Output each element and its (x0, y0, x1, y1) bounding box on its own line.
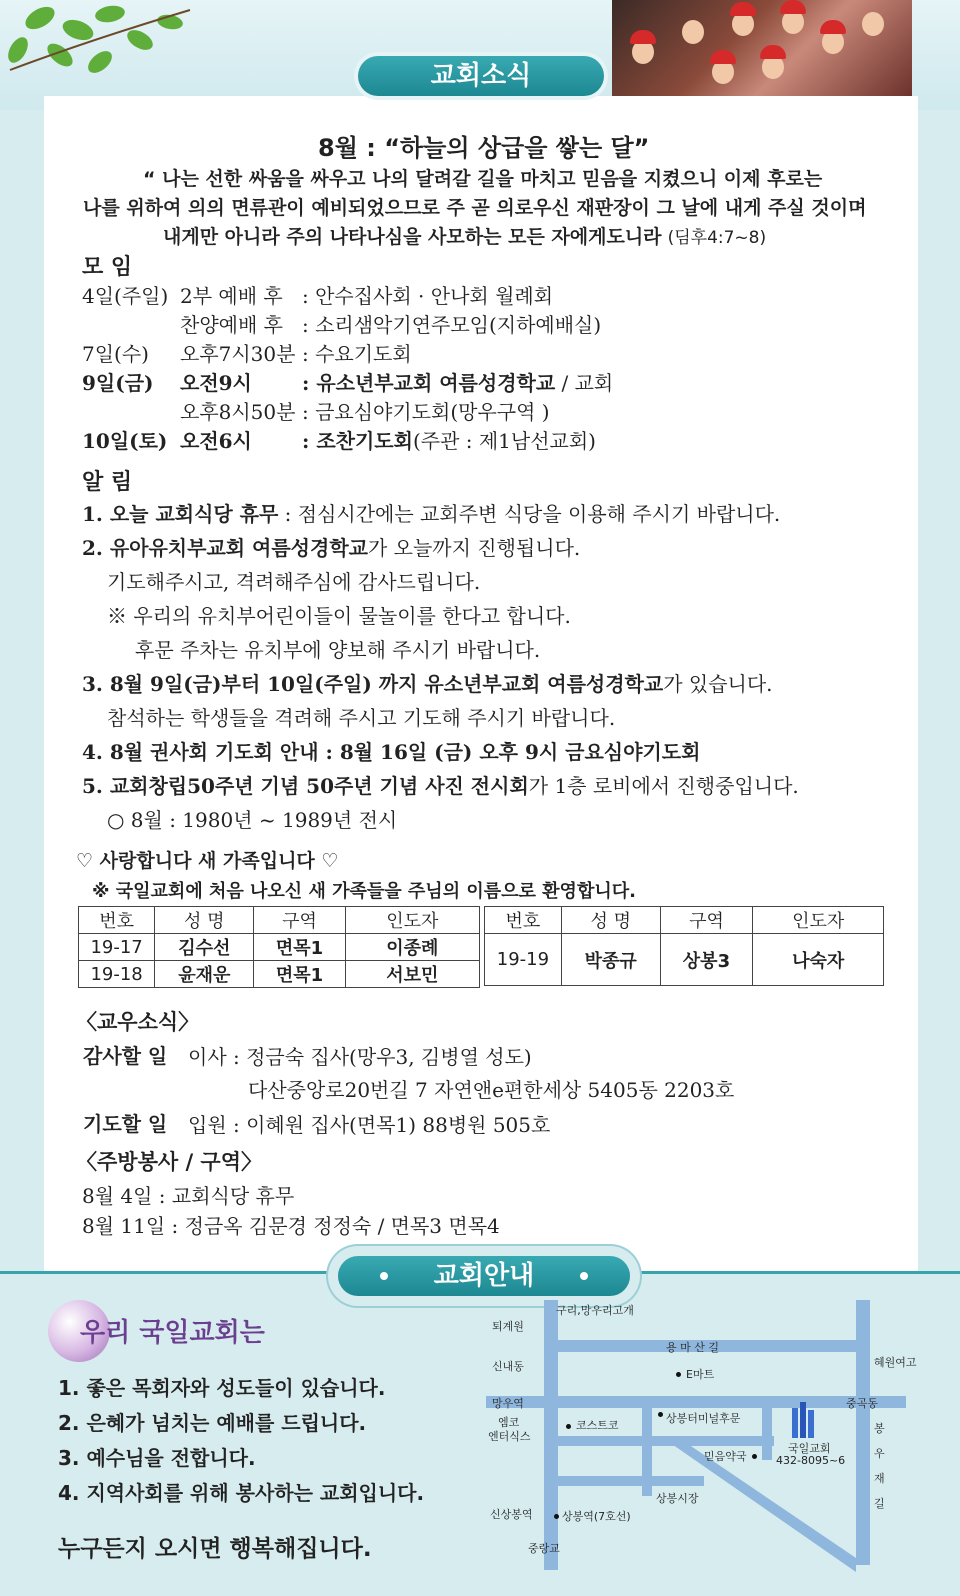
map-label: 엠코 (498, 1416, 520, 1429)
map-label: E마트 (686, 1368, 715, 1381)
verse-line-1: “ 나는 선한 싸움을 싸우고 나의 달려갈 길을 마치고 믿음을 지켰으니 이제 후로는 (143, 168, 823, 190)
intro-item: 1. 좋은 목회자와 성도들이 있습니다. (58, 1376, 386, 1400)
kitchen-heading: 〈주방봉사 / 구역〉 (76, 1150, 263, 1174)
meeting-day: 9일(금) (82, 371, 154, 395)
map-label: 용 마 산 길 (666, 1341, 719, 1354)
notice-2-text: 가 오늘까지 진행됩니다. (367, 536, 581, 560)
notice-2-note1: ※ 우리의 유치부어린이들이 물놀이를 한다고 합니다. (107, 604, 571, 628)
map-label: 신상봉역 (490, 1508, 533, 1521)
meeting-time: 오후8시50분 (180, 400, 296, 424)
meeting-desc: : 조찬기도회 (302, 429, 413, 453)
map-label: 혜원여고 (874, 1356, 917, 1369)
col-header: 구역 (660, 907, 753, 934)
notice-3 (82, 668, 773, 697)
notice-3-line2: 참석하는 학생들을 격려해 주시고 기도해 주시기 바랍니다. (107, 706, 616, 730)
guide-title-text: 교회안내 (433, 1261, 535, 1291)
map-label: 믿음약국 (704, 1450, 747, 1463)
new-family-table-left (78, 906, 480, 988)
cell-district: 상봉3 (660, 934, 753, 986)
cell-number: 19-19 (485, 934, 562, 986)
kitchen-line-1: 8월 4일 : 교회식당 휴무 (82, 1184, 295, 1208)
meeting-desc-row (302, 425, 596, 454)
table-row (79, 934, 480, 961)
cell-number: 19-18 (79, 961, 155, 988)
emart-marker (676, 1372, 681, 1377)
meeting-day: 7일(수) (82, 342, 149, 366)
map-label: 코스트코 (576, 1419, 619, 1432)
meeting-desc-row (302, 367, 613, 396)
cell-guide: 이종례 (345, 934, 479, 961)
notice-3-text: 가 있습니다. (663, 672, 773, 696)
meeting-place: / 교회 (555, 371, 614, 395)
costco-marker (566, 1424, 571, 1429)
map-label: 봉 (874, 1422, 885, 1435)
new-family-welcome: ※ 국일교회에 처음 나오신 새 가족들을 주님의 이름으로 환영합니다. (92, 881, 636, 902)
verse-text: 내게만 아니라 주의 나타나심을 사모하는 모든 자에게도니라 (163, 226, 662, 248)
table-header-row (79, 907, 480, 934)
notice-1 (82, 498, 780, 527)
thanks-text: 이사 : 정금숙 집사(망우3, 김병열 성도) (188, 1045, 532, 1069)
cell-guide: 나숙자 (753, 934, 884, 986)
map-label: 길 (874, 1497, 885, 1510)
new-family-table-right (484, 906, 884, 986)
cell-district: 면목1 (254, 934, 345, 961)
map-label: 신내동 (492, 1360, 524, 1373)
pray-text: 입원 : 이혜원 집사(면목1) 88병원 505호 (188, 1113, 551, 1137)
cell-name: 박종규 (561, 934, 660, 986)
section-title-news: 교회소식 (358, 56, 604, 96)
col-header: 인도자 (345, 907, 479, 934)
map-label: 상봉시장 (656, 1492, 699, 1505)
location-map (486, 1300, 926, 1590)
notice-2-title: 2. 유아유치부교회 여름성경학교 (82, 536, 368, 560)
pray-label: 기도할 일 (83, 1112, 168, 1136)
map-label: 432-8095~6 (776, 1454, 846, 1467)
meeting-time: 2부 예배 후 (180, 284, 283, 308)
notice-5 (82, 770, 799, 799)
notice-4-text: : 8월 16일 (금) 오후 9시 금요심야기도회 (318, 740, 701, 764)
section-title-guide (338, 1256, 630, 1296)
notice-5-line2: ○ 8월 : 1980년 ~ 1989년 전시 (107, 808, 398, 832)
terminal-marker (658, 1412, 663, 1417)
map-label: 재 (874, 1472, 885, 1485)
notice-5-text: 가 1층 로비에서 진행중입니다. (528, 774, 799, 798)
new-family-heading: ♡ 사랑합니다 새 가족입니다 ♡ (76, 850, 339, 872)
notice-3-title: 3. 8월 9일(금)부터 10일(주일) 까지 유소년부교회 여름성경학교 (82, 672, 664, 696)
dot-decoration (580, 1272, 588, 1280)
notice-1-title: 1. 오늘 교회식당 휴무 (82, 502, 279, 526)
notice-4-title: 4. 8월 권사회 기도회 안내 (82, 740, 319, 764)
meeting-time: 오전9시 (180, 371, 252, 395)
notice-5-title: 5. 교회창립50주년 기념 50주년 기념 사진 전시회 (82, 774, 529, 798)
col-header: 인도자 (753, 907, 884, 934)
table-row (79, 961, 480, 988)
notice-2 (82, 532, 580, 561)
leaves-decoration (0, 0, 260, 100)
kitchen-line-2: 8월 11일 : 정금옥 김문경 정정숙 / 면목3 면목4 (82, 1214, 500, 1238)
col-header: 성 명 (155, 907, 254, 934)
map-label: 상봉터미널후문 (666, 1412, 741, 1425)
church-building-icon (786, 1402, 818, 1438)
meeting-host: (주관 : 제1남선교회) (412, 429, 596, 453)
map-label: 중랑교 (528, 1542, 560, 1555)
table-header-row (485, 907, 884, 934)
dot-decoration (380, 1272, 388, 1280)
map-label: 엔터식스 (488, 1430, 531, 1443)
slogan: 누구든지 오시면 행복해집니다. (58, 1536, 372, 1562)
cell-number: 19-17 (79, 934, 155, 961)
cell-guide: 서보민 (345, 961, 479, 988)
cell-district: 면목1 (254, 961, 345, 988)
table-row (485, 934, 884, 986)
meeting-time: 오전6시 (180, 429, 252, 453)
map-label: 중곡동 (846, 1397, 878, 1410)
meeting-desc: : 유소년부교회 여름성경학교 (302, 371, 556, 395)
meeting-desc: : 안수집사회 · 안나회 월례회 (302, 284, 554, 308)
col-header: 성 명 (561, 907, 660, 934)
col-header: 구역 (254, 907, 345, 934)
map-label: 퇴계원 (492, 1320, 524, 1333)
notices-heading: 알 림 (82, 470, 133, 495)
meeting-day: 10일(토) (82, 429, 168, 453)
theme-title: 8월 : “하늘의 상급을 쌓는 달” (318, 134, 650, 162)
cell-name: 윤재운 (155, 961, 254, 988)
map-label: 상봉역(7호선) (562, 1510, 631, 1523)
meeting-desc: : 금요심야기도회(망우구역 ) (302, 400, 550, 424)
notice-1-text: : 점심시간에는 교회주변 식당을 이용해 주시기 바랍니다. (278, 502, 781, 526)
map-label: 망우역 (492, 1397, 524, 1410)
verse-reference: (딤후4:7~8) (667, 228, 767, 248)
intro-item: 3. 예수님을 전합니다. (58, 1446, 256, 1470)
thanks-address: 다산중앙로20번길 7 자연앤e편한세상 5405동 2203호 (248, 1078, 735, 1102)
meeting-desc: : 수요기도회 (302, 342, 412, 366)
notice-2-note2: 후문 주차는 유치부에 양보해 주시기 바랍니다. (135, 638, 541, 662)
intro-title: 우리 국일교회는 (80, 1318, 265, 1348)
col-header: 번호 (485, 907, 562, 934)
cell-name: 김수선 (155, 934, 254, 961)
map-label: 구리,망우리고개 (556, 1304, 634, 1317)
choir-photo (612, 0, 912, 100)
meeting-desc: : 소리샘악기연주모임(지하예배실) (302, 313, 602, 337)
verse-line-3 (163, 222, 766, 249)
notice-2-line2: 기도해주시고, 격려해주심에 감사드립니다. (107, 570, 481, 594)
map-label: 우 (874, 1447, 885, 1460)
map-label: 국일교회 (788, 1442, 831, 1455)
meeting-day: 4일(주일) (82, 284, 169, 308)
thanks-label: 감사할 일 (83, 1044, 168, 1068)
verse-line-2: 나를 위하여 의의 면류관이 예비되었으므로 주 곧 의로우신 재판장이 그 날에 내게 주실 것이며 (83, 197, 867, 219)
meeting-time: 찬양예배 후 (180, 313, 283, 337)
notice-4 (82, 736, 700, 765)
station-marker (554, 1514, 559, 1519)
members-heading: 〈교우소식〉 (76, 1010, 200, 1034)
meeting-time: 오후7시30분 (180, 342, 296, 366)
intro-item: 2. 은혜가 넘치는 예배를 드립니다. (58, 1411, 367, 1435)
pharmacy-marker (752, 1454, 757, 1459)
intro-item: 4. 지역사회를 위해 봉사하는 교회입니다. (58, 1481, 425, 1505)
meetings-heading: 모 임 (82, 255, 133, 280)
col-header: 번호 (79, 907, 155, 934)
